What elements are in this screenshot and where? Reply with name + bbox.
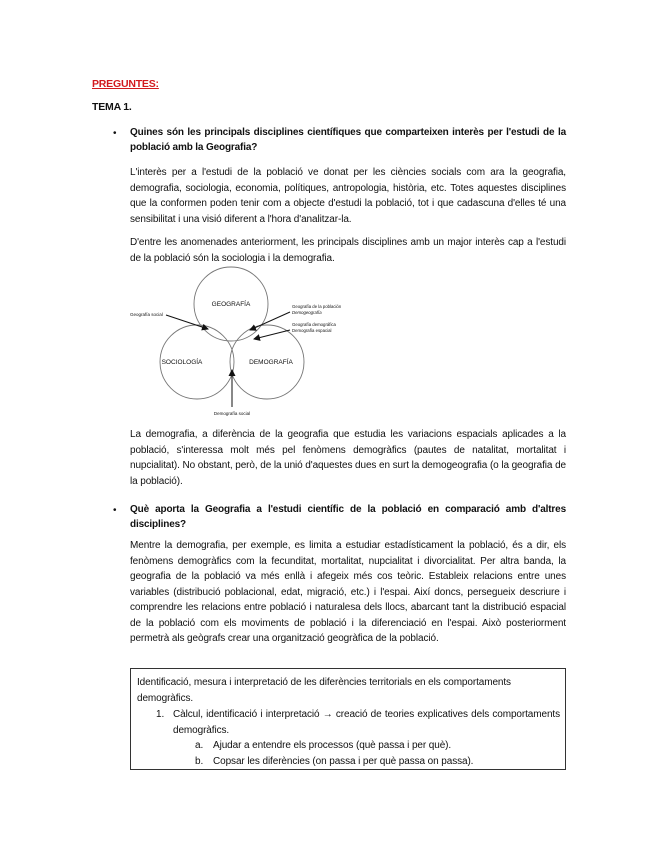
paragraph-3: La demografia, a diferència de la geografia que estudia les variacions espacials aplicades a la població, s'interessa molt més pel fenòmens demogràfics (pautes de natalitat, mortalitat i nupcialitat). No obstant, però, de la unió d'aquestes dues en surt la demogeografia (o la geografia de la població). — [130, 429, 566, 487]
arrow-geografia-poblacion — [250, 312, 290, 330]
diagram-label-geografia-demografica: Geografía demográfica — [292, 322, 336, 327]
summary-subitem-letter-b: b. — [195, 756, 204, 767]
section-heading: PREGUNTES: — [92, 78, 159, 90]
summary-item-number: 1. — [156, 709, 165, 720]
diagram-label-demografia-social: Demografía social — [213, 411, 251, 416]
diagram-label-geografia-social: Geografía social — [130, 312, 163, 317]
summary-intro: Identificació, mesura i interpretació de les diferències territorials en els comportaments demogràfics. — [137, 677, 511, 704]
arrow-geografia-social — [166, 315, 208, 329]
summary-subitem-b: Copsar les diferències (on passa i per què passa on passa). — [213, 756, 474, 767]
summary-box — [130, 668, 566, 770]
diagram-label-demografia-espacial: Demografía espacial — [292, 328, 332, 333]
paragraph-2: D'entre les anomenades anteriorment, les principals disciplines amb un major interès cap a l'estudi de la població són la sociologia i la demografia. — [130, 237, 566, 264]
paragraph-4: Mentre la demografia, per exemple, es limita a estudiar estadísticament la població, és a dir, els fenòmens demogràfics com la fecunditat, mortalitat, nupcialitat i divorcialitat. Per altra banda, la geografia de la població va més enllà i afegeix més cos teòric. Estableix relacions entre unes variables (distribució poblacional, edat, migració, etc.) i l'espai. Així doncs, persegueix descriure i comprendre les relacions entre població i naturalesa dels llocs, abarcant tant la distribució espacial de la població com els moviments de població i la diferenciació en l'espai. Això posteriorment permetrà als geògrafs crear una organització geogràfica de la població. — [130, 540, 566, 644]
paragraph-1: L'interès per a l'estudi de la població ve donat per les ciències socials com ara la geografia, demografia, sociologia, economia, polítiques, antropologia, història, etc. Totes aquestes disciplines que la conformen poden tenir com a objecte d'estudi la població, tot i que cadascuna d'elles té una sensibilitat i una visió diferent a l'hora d'analitzar-la. — [130, 167, 566, 225]
question-1: Quines són les principals disciplines científiques que comparteixen interès per l'estudi de la població amb la Geografia? — [130, 127, 566, 153]
summary-subitem-letter-a: a. — [195, 740, 204, 751]
bullet-icon: • — [113, 128, 117, 139]
topic-heading: TEMA 1. — [92, 101, 132, 113]
diagram-label-demogeografia: Demogeografía — [292, 310, 322, 315]
bullet-icon: • — [113, 505, 117, 516]
diagram-label-geografia: GEOGRAFÍA — [211, 301, 251, 308]
summary-subitem-a: Ajudar a entendre els processos (què passa i per què). — [213, 740, 452, 751]
venn-diagram — [128, 266, 368, 418]
diagram-label-sociologia: SOCIOLOGÍA — [161, 359, 203, 366]
summary-item-1: Càlcul, identificació i interpretació → creació de teories explicatives dels comportaments demogràfics. — [173, 709, 560, 736]
diagram-label-demografia: DEMOGRAFÍA — [249, 359, 293, 366]
arrow-geografia-demografica — [254, 330, 290, 339]
question-2: Què aporta la Geografia a l'estudi científic de la població en comparació amb d'altres disciplines? — [130, 504, 566, 530]
diagram-label-geografia-poblacion: Geografía de la población — [292, 304, 342, 309]
